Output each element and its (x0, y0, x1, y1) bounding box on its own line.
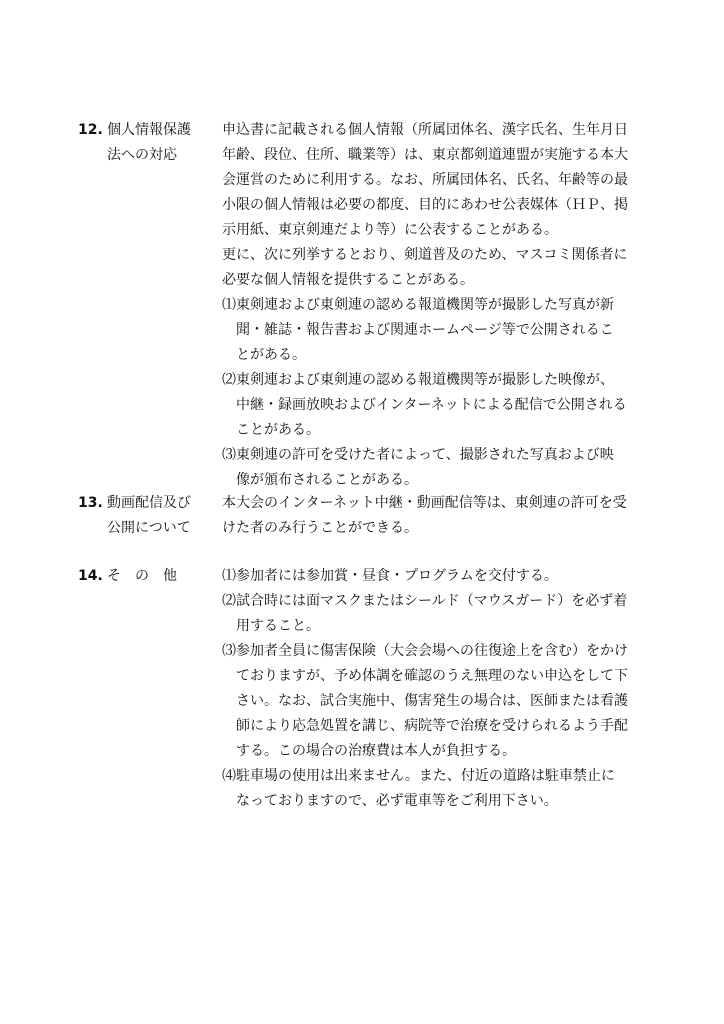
section-title-line: 動画配信及び (107, 495, 191, 511)
section-number: 12. (78, 122, 103, 138)
body-line: 更に、次に列挙するとおり、剣道普及のため、マスコミ関係者に (222, 247, 628, 263)
body-line: 本大会のインターネット中継・動画配信等は、東剣連の許可を受 (222, 495, 627, 511)
body-line: 必要な個人情報を提供することがある。 (222, 272, 474, 288)
section-title-line: 法への対応 (107, 147, 177, 163)
list-item-line: 聞・雑誌・報告書および関連ホームページ等で公開されるこ (236, 322, 614, 338)
list-item-line: 像が頒布されることがある。 (236, 472, 418, 488)
list-item-line: ⑴参加者には参加賞・昼食・プログラムを交付する。 (222, 568, 558, 584)
section-title-line: 個人情報保護 (107, 122, 191, 138)
body-line: 会運営のために利用する。なお、所属団体名、氏名、年齢等の最 (222, 172, 628, 188)
list-item-line: 用すること。 (236, 618, 320, 634)
body-line: 年齢、段位、住所、職業等）は、東京都剣道連盟が実施する本大 (222, 147, 628, 163)
list-item-line: ⑴東剣連および東剣連の認める報道機関等が撮影した写真が新 (222, 297, 614, 313)
body-line: 示用紙、東京剣連だより等）に公表することがある。 (222, 222, 558, 238)
list-item-line: ⑵東剣連および東剣連の認める報道機関等が撮影した映像が、 (222, 372, 614, 388)
list-item-line: とがある。 (236, 347, 306, 363)
body-line: けた者のみ行うことができる。 (222, 520, 418, 536)
list-item-line: 師により応急処置を講じ、病院等で治療を受けられるよう手配 (236, 718, 628, 734)
section-number: 13. (78, 495, 103, 511)
list-item-line: 中継・録画放映およびインターネットによる配信で公開される (236, 397, 627, 413)
list-item-line: ておりますが、予め体調を確認のうえ無理のない申込をして下 (236, 668, 628, 684)
list-item-line: なっておりますので、必ず電車等をご利用下さい。 (236, 793, 558, 809)
body-line: 小限の個人情報は必要の都度、目的にあわせ公表媒体（ＨＰ、掲 (222, 197, 628, 213)
section-number: 14. (78, 568, 103, 584)
body-line: 申込書に記載される個人情報（所属団体名、漢字氏名、生年月日 (222, 122, 628, 138)
list-item-line: ことがある。 (236, 422, 320, 438)
list-item-line: ⑶東剣連の許可を受けた者によって、撮影された写真および映 (222, 447, 614, 463)
list-item-line: ⑷駐車場の使用は出来ません。また、付近の道路は駐車禁止に (222, 768, 615, 784)
section-title-line: 公開について (107, 520, 191, 536)
list-item-line: する。この場合の治療費は本人が負担する。 (236, 743, 516, 759)
section-title-line: そ の 他 (107, 568, 177, 584)
list-item-line: さい。なお、試合実施中、傷害発生の場合は、医師または看護 (236, 693, 628, 709)
list-item-line: ⑶参加者全員に傷害保険（大会会場への往復途上を含む）をかけ (222, 643, 628, 659)
list-item-line: ⑵試合時には面マスクまたはシールド（マウスガード）を必ず着 (222, 593, 628, 609)
